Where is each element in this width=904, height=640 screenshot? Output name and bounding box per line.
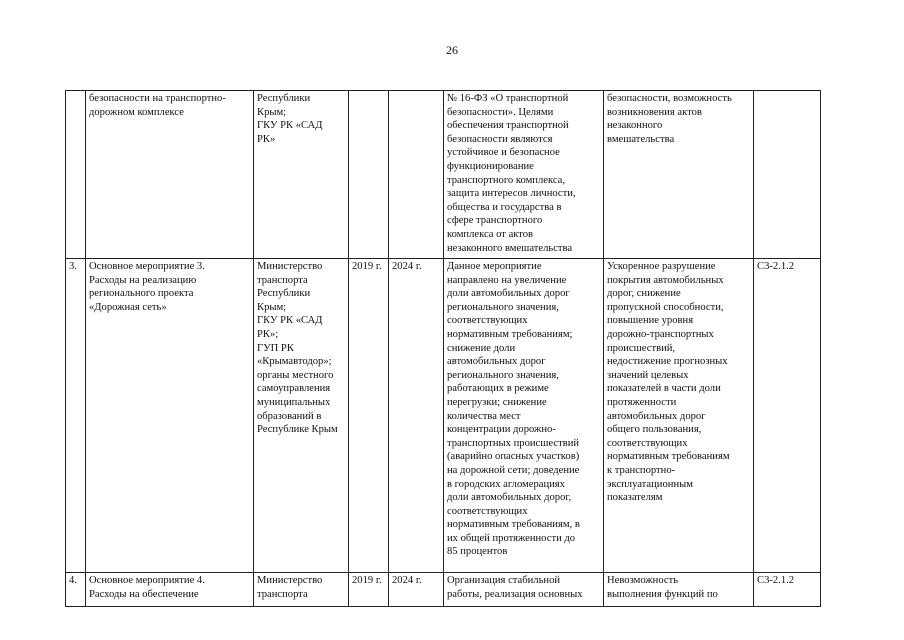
table-row: [66, 91, 821, 259]
cell-expected-result: № 16-ФЗ «О транспортной безопасности». Целями обеспечения транспортной безопасности являются устойчивое и безопасное функционирование транспортного комплекса, защита интересов личности, общества и государства в сфере транспортного комплекса от актов незаконного вмешательства: [444, 91, 604, 259]
page-number: 26: [446, 43, 458, 57]
cell-start-year: 2019 г.: [349, 259, 389, 573]
cell-activity-name: безопасности на транспортно- дорожном комплексе: [86, 91, 254, 259]
cell-number: 4.: [66, 573, 86, 607]
cell-consequences: Ускоренное разрушение покрытия автомобильных дорог, снижение пропускной способности, повышение уровня дорожно-транспортных происшествий, недостижение прогнозных значений целевых показателей в части доли протяженности автомобильных дорог общего пользования, соответствующих нормативным требованиям к транспортно- эксплуатационным показателям: [604, 259, 754, 573]
cell-executor: Министерство транспорта: [254, 573, 349, 607]
cell-consequences: безопасности, возможность возникновения актов незаконного вмешательства: [604, 91, 754, 259]
cell-activity-name: Основное мероприятие 3. Расходы на реализацию регионального проекта «Дорожная сеть»: [86, 259, 254, 573]
cell-indicator-code: С3-2.1.2: [754, 573, 821, 607]
cell-executor: Республики Крым; ГКУ РК «САД РК»: [254, 91, 349, 259]
cell-start-year: [349, 91, 389, 259]
program-table: [65, 90, 821, 607]
table-row: [66, 573, 821, 607]
cell-executor: Министерство транспорта Республики Крым; ГКУ РК «САД РК»; ГУП РК «Крымавтодор»; органы местного самоуправления муниципальных образований в Республике Крым: [254, 259, 349, 573]
cell-number: [66, 91, 86, 259]
cell-end-year: 2024 г.: [389, 573, 444, 607]
cell-end-year: 2024 г.: [389, 259, 444, 573]
cell-start-year: 2019 г.: [349, 573, 389, 607]
cell-expected-result: Данное мероприятие направлено на увеличение доли автомобильных дорог регионального значения, соответствующих нормативным требованиям; снижение доли автомобильных дорог регионального значения, работающих в режиме перегрузки; снижение количества мест концентрации дорожно- транспортных происшествий (аварийно опасных участков) на дорожной сети; доведение в городских агломерациях доли автомобильных дорог, соответствующих нормативным требованиям, в их общей протяженности до 85 процентов: [444, 259, 604, 573]
cell-end-year: [389, 91, 444, 259]
cell-indicator-code: [754, 91, 821, 259]
cell-expected-result: Организация стабильной работы, реализация основных: [444, 573, 604, 607]
cell-consequences: Невозможность выполнения функций по: [604, 573, 754, 607]
cell-number: 3.: [66, 259, 86, 573]
cell-activity-name: Основное мероприятие 4. Расходы на обеспечение: [86, 573, 254, 607]
table-row: [66, 259, 821, 573]
cell-indicator-code: С3-2.1.2: [754, 259, 821, 573]
